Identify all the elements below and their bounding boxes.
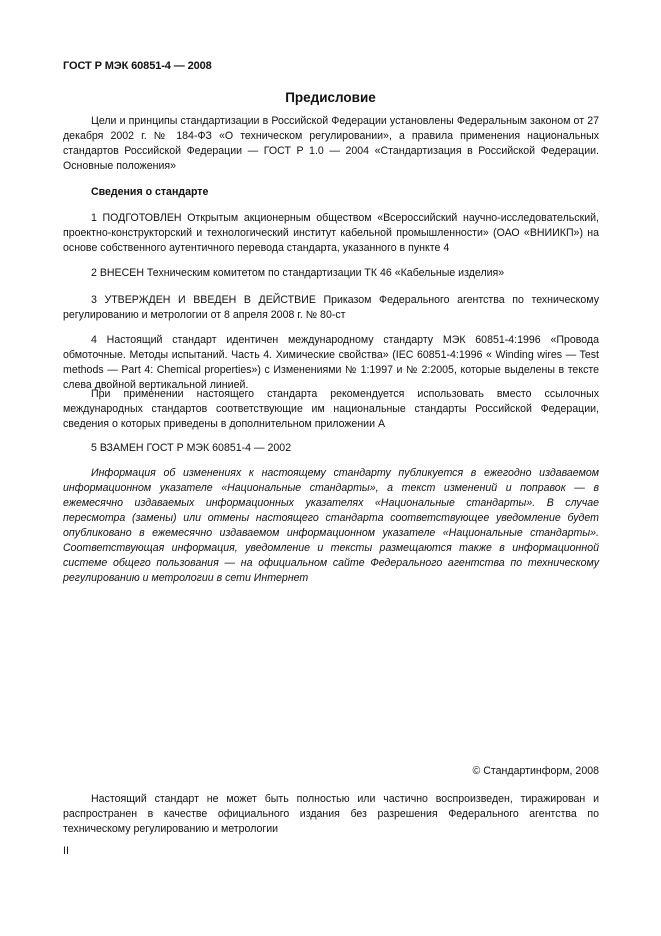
- section-heading: Сведения о стандарте: [91, 186, 209, 198]
- item-5-paragraph: 5 ВЗАМЕН ГОСТ Р МЭК 60851-4 — 2002: [91, 442, 292, 454]
- item-4-note-paragraph: При применении настоящего стандарта рекомендуется использовать вместо ссылочных международных стандартов соответствующие им национальные стандарты Российской Федерации, сведения о которых приведены в дополнительном приложении А: [63, 388, 599, 430]
- reproduction-notice-paragraph: Настоящий стандарт не может быть полностью или частично воспроизведен, тиражирован и распространен в качестве официального издания без разрешения Федерального агентства по техническому регулированию и метрологии: [63, 793, 599, 835]
- item-3-paragraph: 3 УТВЕРЖДЕН И ВВЕДЕН В ДЕЙСТВИЕ Приказом Федерального агентства по техническому регулированию и метрологии от 8 апреля 2008 г. № 80-ст: [63, 294, 599, 321]
- info-notice-paragraph: Информация об изменениях к настоящему стандарту публикуется в ежегодно издаваемом информационном указателе «Национальные стандарты», а текст изменений и поправок — в ежемесячно издаваемых информационных указателях «Национальные стандарты». В случае пересмотра (замены) или отмены настоящего стандарта соответствующее уведомление будет опубликовано в ежемесячно издаваемом информационном указателе «Национальные стандарты». Соответствующая информация, уведомление и тексты размещаются также в информационной системе общего пользования — на официальном сайте Федерального агентства по техническому регулированию и метрологии в сети Интернет: [63, 467, 599, 584]
- item-4-paragraph: 4 Настоящий стандарт идентичен международному стандарту МЭК 60851-4:1996 «Провода обмоточные. Методы испытаний. Часть 4. Химические свойства» (IEC 60851-4:1996 « Winding wires — Test methods — Part 4: Chemical properties») с Изменениями № 1:1997 и № 2:2005, которые выделены в тексте слева двойной вертикальной линией.: [63, 334, 599, 391]
- page-title: Предисловие: [285, 90, 376, 105]
- item-1-paragraph: 1 ПОДГОТОВЛЕН Открытым акционерным обществом «Всероссийский научно-исследовательский, проектно-конструкторский и технологический институт кабельной промышленности» (ОАО «ВНИИКП») на основе собственного аутентичного перевода стандарта, указанного в пункте 4: [63, 212, 599, 254]
- page-number: II: [63, 845, 69, 857]
- document-code-header: ГОСТ Р МЭК 60851-4 — 2008: [63, 60, 212, 72]
- intro-paragraph: Цели и принципы стандартизации в Российской Федерации установлены Федеральным законом от 27 декабря 2002 г. № 184-ФЗ «О техническом регулировании», а правила применения национальных стандартов Российской Федерации — ГОСТ Р 1.0 — 2004 «Стандартизация в Российской Федерации. Основные положения»: [63, 115, 599, 172]
- item-2-paragraph: 2 ВНЕСЕН Техническим комитетом по стандартизации ТК 46 «Кабельные изделия»: [91, 267, 505, 279]
- copyright-line: © Стандартинформ, 2008: [472, 765, 599, 777]
